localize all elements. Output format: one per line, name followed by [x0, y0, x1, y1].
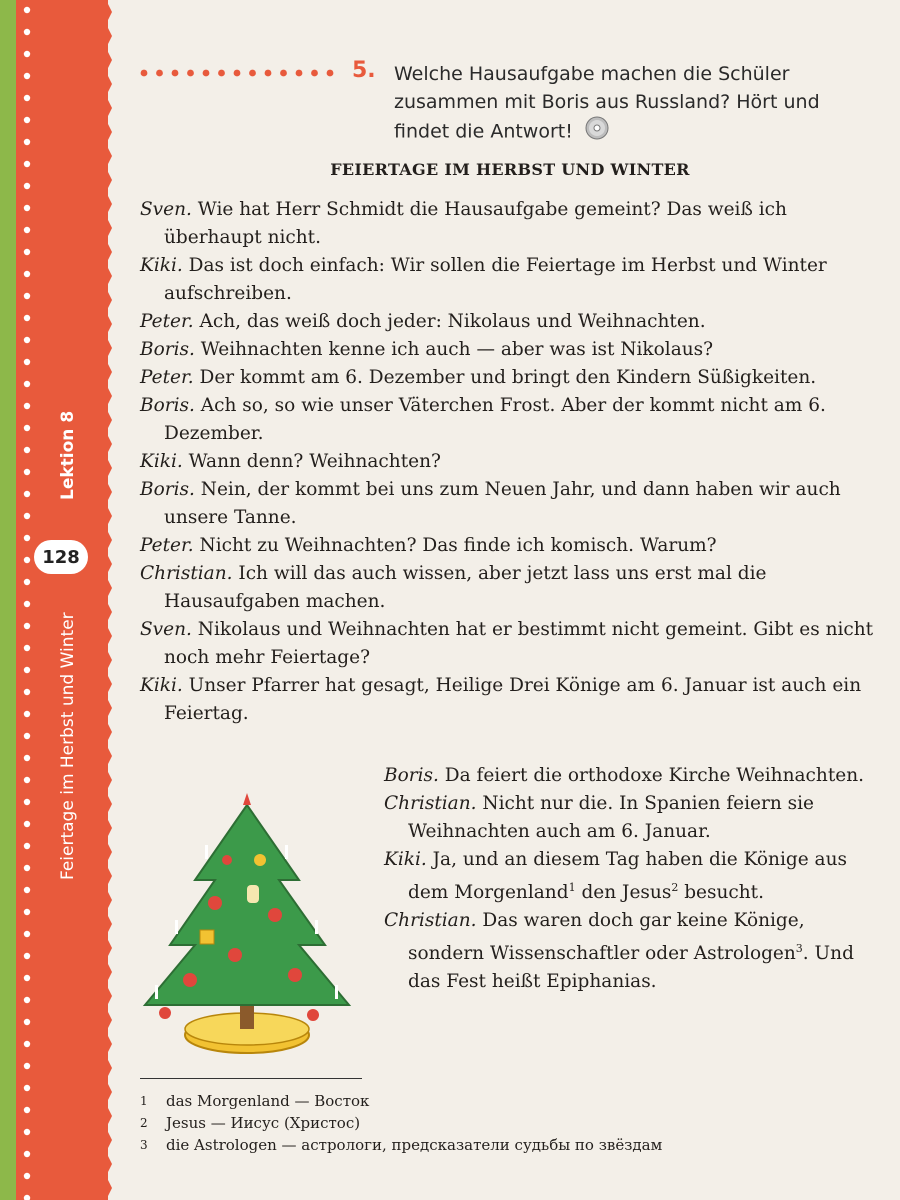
speaker-name: Christian.: [140, 563, 233, 584]
task-dot: [265, 70, 272, 77]
decor-dot: [24, 51, 30, 57]
footnote-divider: [140, 1078, 362, 1079]
footnote-ref: 2: [671, 881, 679, 894]
line-text: Unser Pfarrer hat gesagt, Heilige Drei Könige am 6. Januar ist auch ein Feiertag.: [164, 675, 862, 724]
speaker-name: Boris.: [140, 479, 195, 500]
footnote-mark: 1: [140, 1094, 148, 1108]
decor-dot: [24, 381, 30, 387]
footnote-ref: 3: [795, 942, 803, 956]
decor-dot: [24, 1085, 30, 1091]
decor-dot: [24, 1173, 30, 1179]
decor-dot: [24, 95, 30, 101]
task-dot: [156, 70, 163, 77]
decor-dot: [24, 7, 30, 13]
sidebar-lesson: Lektion 8: [58, 410, 78, 500]
dialogue-line: [140, 196, 875, 252]
decor-dot: [24, 887, 30, 893]
line-text: Ach, das weiß doch jeder: Nikolaus und Weihnachten.: [199, 311, 706, 332]
task-text: Welche Hausaufgabe machen die Schüler zusammen mit Boris aus Russland? Hört und findet die Antwort!: [394, 63, 820, 143]
speaker-name: Boris.: [140, 339, 195, 360]
decor-dot: [24, 865, 30, 871]
task-dot: [311, 70, 318, 77]
task-instruction: [394, 60, 864, 148]
task-number: 5.: [352, 58, 376, 83]
line-text: Da feiert die orthodoxe Kirche Weihnachten.: [444, 765, 864, 786]
line-text: Weihnachten kenne ich auch — aber was ist Nikolaus?: [200, 339, 714, 360]
dialogue-line: [140, 392, 875, 448]
task-dot: [296, 70, 303, 77]
decor-dot: [24, 513, 30, 519]
decor-dot: [24, 821, 30, 827]
line-text: Das ist doch einfach: Wir sollen die Feiertage im Herbst und Winter aufschreiben.: [164, 255, 827, 304]
decor-dot: [24, 975, 30, 981]
dialogue-line: [140, 252, 875, 308]
decor-dot: [24, 73, 30, 79]
sidebar-topic: Feiertage im Herbst und Winter: [58, 612, 78, 880]
decor-dot: [24, 403, 30, 409]
dialogue-line: [140, 672, 875, 728]
decor-dot: [24, 1107, 30, 1113]
footnote-mark: 2: [140, 1116, 148, 1130]
dialogue: [140, 196, 875, 728]
line-text: den Jesus: [581, 882, 672, 904]
footnote-ref: 1: [568, 881, 576, 894]
speaker-name: Sven.: [140, 619, 192, 640]
decor-dot: [24, 315, 30, 321]
decor-dot: [24, 469, 30, 475]
decor-dot: [24, 535, 30, 541]
decor-dot: [24, 359, 30, 365]
decor-dot: [24, 843, 30, 849]
line-text: Ich will das auch wissen, aber jetzt lass uns erst mal die Hausaufgaben machen.: [164, 563, 767, 612]
decor-dot: [24, 205, 30, 211]
speaker-name: Kiki.: [140, 255, 183, 276]
line-text: . Und das Fest heißt Epiphanias.: [408, 943, 854, 993]
decor-dot: [24, 447, 30, 453]
speaker-name: Boris.: [384, 765, 439, 786]
task-dot: [187, 70, 194, 77]
decor-dot: [24, 1041, 30, 1047]
footnote-text: das Morgenland — Восток: [166, 1092, 370, 1110]
dialogue-line: [140, 308, 875, 336]
decor-dot: [24, 425, 30, 431]
torn-edge-decoration: [104, 0, 114, 1200]
footnote-text: die Astrologen — астрологи, предсказатели судьбы по звёздам: [166, 1136, 663, 1154]
line-text: Ach so, so wie unser Väterchen Frost. Aber der kommt nicht am 6. Dezember.: [164, 395, 826, 444]
decor-dot: [24, 799, 30, 805]
decor-dot: [24, 1195, 30, 1200]
green-edge-strip: [0, 0, 16, 1200]
line-text: Das waren doch gar keine Könige, sondern Wissenschaftler oder Astrologen: [408, 910, 805, 965]
dialogue-line: [140, 336, 875, 364]
decor-dot: [24, 623, 30, 629]
decor-dot: [24, 777, 30, 783]
line-text: Wann denn? Weihnachten?: [188, 451, 441, 472]
line-text: Ja, und an diesem Tag haben die Könige aus dem Morgenland: [408, 849, 847, 904]
decor-dot: [24, 733, 30, 739]
dialogue-line: [140, 616, 875, 672]
decor-dot: [24, 271, 30, 277]
task-dot: [172, 70, 179, 77]
decor-dot: [24, 645, 30, 651]
dialogue-line: [384, 907, 876, 996]
decor-dot: [24, 1129, 30, 1135]
task-dot: [327, 70, 334, 77]
decor-dot: [24, 139, 30, 145]
decor-dot: [24, 557, 30, 563]
sidebar-label: [58, 612, 78, 880]
speaker-name: Peter.: [140, 535, 194, 556]
decor-dot: [24, 293, 30, 299]
dialogue-line: [140, 448, 875, 476]
footnote-mark: 3: [140, 1138, 148, 1152]
decor-dot: [24, 689, 30, 695]
footnote-item: [140, 1090, 860, 1112]
task-dots-decoration: [140, 66, 340, 80]
decor-dot: [24, 997, 30, 1003]
christmas-tree-illustration: [135, 785, 360, 1065]
decor-dot: [24, 601, 30, 607]
task-dot: [249, 70, 256, 77]
page-number: 128: [34, 540, 88, 574]
line-text: Nikolaus und Weihnachten hat er bestimmt nicht gemeint. Gibt es nicht noch mehr Feiertage?: [164, 619, 874, 668]
decor-dot: [24, 667, 30, 673]
task-dot: [280, 70, 287, 77]
line-text: Nicht zu Weihnachten? Das finde ich komisch. Warum?: [199, 535, 717, 556]
line-text: Wie hat Herr Schmidt die Hausaufgabe gemeint? Das weiß ich überhaupt nicht.: [164, 199, 787, 248]
speaker-name: Kiki.: [384, 849, 427, 870]
speaker-name: Peter.: [140, 367, 194, 388]
dialogue-line: [140, 476, 875, 532]
footnote-item: [140, 1112, 860, 1134]
decor-dot: [24, 249, 30, 255]
footnote-text: Jesus — Иисус (Христос): [166, 1114, 361, 1132]
dialogue-line: [140, 560, 875, 616]
line-text: besucht.: [684, 882, 764, 904]
decor-dot: [24, 161, 30, 167]
decor-dot: [24, 29, 30, 35]
decor-dot: [24, 953, 30, 959]
task-dot: [141, 70, 148, 77]
speaker-name: Peter.: [140, 311, 194, 332]
decor-dot: [24, 711, 30, 717]
decor-dot: [24, 337, 30, 343]
speaker-name: Christian.: [384, 910, 477, 932]
decor-dot: [24, 117, 30, 123]
cd-icon[interactable]: [585, 116, 609, 148]
speaker-name: Boris.: [140, 395, 195, 416]
decor-dot: [24, 183, 30, 189]
torn-edge: [104, 0, 112, 1200]
decor-dot: [24, 931, 30, 937]
dialogue-line: [384, 846, 876, 907]
dot-column-decoration: [20, 0, 34, 1200]
decor-dot: [24, 1151, 30, 1157]
speaker-name: Kiki.: [140, 451, 183, 472]
decor-dot: [24, 909, 30, 915]
speaker-name: Christian.: [384, 793, 477, 814]
decor-dot: [24, 1019, 30, 1025]
speaker-name: Kiki.: [140, 675, 183, 696]
decor-dot: [24, 1063, 30, 1069]
footnotes: [140, 1090, 860, 1156]
line-text: Nein, der kommt bei uns zum Neuen Jahr, und dann haben wir auch unsere Tanne.: [164, 479, 841, 528]
decor-dot: [24, 227, 30, 233]
dialogue-continued: [384, 762, 876, 996]
dialogue-line: [140, 364, 875, 392]
decor-dot: [24, 755, 30, 761]
speaker-name: Sven.: [140, 199, 192, 220]
decor-dot: [24, 491, 30, 497]
task-dot: [234, 70, 241, 77]
decor-dot: [24, 579, 30, 585]
footnote-item: [140, 1134, 860, 1156]
dialogue-line: [384, 790, 876, 846]
line-text: Nicht nur die. In Spanien feiern sie Weihnachten auch am 6. Januar.: [408, 793, 814, 842]
page-title: FEIERTAGE IM HERBST UND WINTER: [330, 160, 690, 179]
dialogue-line: [140, 532, 875, 560]
task-dot: [218, 70, 225, 77]
dialogue-line: [384, 762, 876, 790]
task-dot: [203, 70, 210, 77]
line-text: Der kommt am 6. Dezember und bringt den Kindern Süßigkeiten.: [199, 367, 817, 388]
